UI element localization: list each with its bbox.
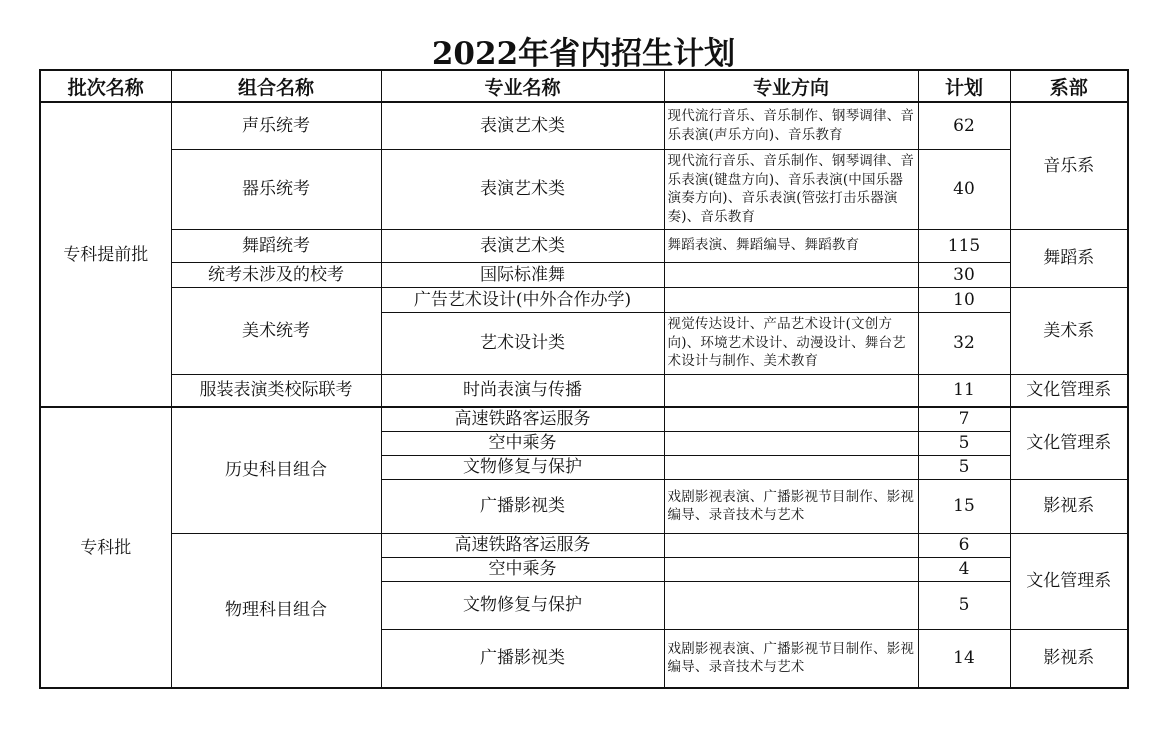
direction-cell: 舞蹈表演、舞蹈编导、舞蹈教育 bbox=[664, 229, 918, 262]
direction-cell: 戏剧影视表演、广播影视节目制作、影视编导、录音技术与艺术 bbox=[664, 629, 918, 688]
plan-cell: 10 bbox=[918, 287, 1010, 312]
direction-cell bbox=[664, 374, 918, 407]
major-cell: 国际标准舞 bbox=[381, 262, 664, 287]
table-row bbox=[40, 287, 1128, 312]
plan-cell: 7 bbox=[918, 407, 1010, 431]
batch-cell: 专科批 bbox=[40, 407, 171, 688]
major-cell: 表演艺术类 bbox=[381, 229, 664, 262]
direction-cell bbox=[664, 581, 918, 629]
direction-cell bbox=[664, 455, 918, 479]
plan-cell: 5 bbox=[918, 581, 1010, 629]
header-combo: 组合名称 bbox=[171, 70, 381, 102]
dept-cell: 影视系 bbox=[1010, 479, 1128, 533]
table-row bbox=[40, 407, 1128, 431]
plan-cell: 115 bbox=[918, 229, 1010, 262]
enrollment-plan-table bbox=[39, 69, 1129, 689]
dept-cell: 文化管理系 bbox=[1010, 407, 1128, 479]
plan-cell: 5 bbox=[918, 431, 1010, 455]
plan-cell: 30 bbox=[918, 262, 1010, 287]
direction-cell bbox=[664, 287, 918, 312]
major-cell: 广播影视类 bbox=[381, 479, 664, 533]
major-cell: 文物修复与保护 bbox=[381, 455, 664, 479]
plan-cell: 11 bbox=[918, 374, 1010, 407]
dept-cell: 影视系 bbox=[1010, 629, 1128, 688]
major-cell: 空中乘务 bbox=[381, 431, 664, 455]
major-cell: 文物修复与保护 bbox=[381, 581, 664, 629]
direction-cell: 视觉传达设计、产品艺术设计(文创方向)、环境艺术设计、动漫设计、舞台艺术设计与制作、美术教育 bbox=[664, 312, 918, 374]
header-plan: 计划 bbox=[918, 70, 1010, 102]
dept-cell: 美术系 bbox=[1010, 287, 1128, 374]
table-header-row bbox=[40, 70, 1128, 102]
direction-cell bbox=[664, 262, 918, 287]
page-title: 2022年省内招生计划 bbox=[431, 36, 736, 72]
combo-cell: 声乐统考 bbox=[171, 102, 381, 149]
direction-cell bbox=[664, 407, 918, 431]
combo-cell: 历史科目组合 bbox=[171, 407, 381, 533]
plan-cell: 62 bbox=[918, 102, 1010, 149]
table-row bbox=[40, 533, 1128, 557]
header-dept: 系部 bbox=[1010, 70, 1128, 102]
table-row bbox=[40, 374, 1128, 407]
major-cell: 时尚表演与传播 bbox=[381, 374, 664, 407]
major-cell: 广播影视类 bbox=[381, 629, 664, 688]
plan-cell: 4 bbox=[918, 557, 1010, 581]
combo-cell: 服装表演类校际联考 bbox=[171, 374, 381, 407]
combo-cell: 舞蹈统考 bbox=[171, 229, 381, 262]
combo-cell: 美术统考 bbox=[171, 287, 381, 374]
direction-cell: 现代流行音乐、音乐制作、钢琴调律、音乐表演(声乐方向)、音乐教育 bbox=[664, 102, 918, 149]
major-cell: 表演艺术类 bbox=[381, 149, 664, 229]
plan-cell: 40 bbox=[918, 149, 1010, 229]
batch-cell: 专科提前批 bbox=[40, 102, 171, 407]
major-cell: 广告艺术设计(中外合作办学) bbox=[381, 287, 664, 312]
direction-cell: 戏剧影视表演、广播影视节目制作、影视编导、录音技术与艺术 bbox=[664, 479, 918, 533]
dept-cell: 文化管理系 bbox=[1010, 533, 1128, 629]
plan-cell: 6 bbox=[918, 533, 1010, 557]
table-row bbox=[40, 102, 1128, 149]
table-row bbox=[40, 149, 1128, 229]
header-major: 专业名称 bbox=[381, 70, 664, 102]
direction-cell: 现代流行音乐、音乐制作、钢琴调律、音乐表演(键盘方向)、音乐表演(中国乐器演奏方向)、音乐表演(管弦打击乐器演奏)、音乐教育 bbox=[664, 149, 918, 229]
plan-cell: 5 bbox=[918, 455, 1010, 479]
major-cell: 空中乘务 bbox=[381, 557, 664, 581]
plan-cell: 14 bbox=[918, 629, 1010, 688]
major-cell: 高速铁路客运服务 bbox=[381, 407, 664, 431]
direction-cell bbox=[664, 431, 918, 455]
combo-cell: 统考未涉及的校考 bbox=[171, 262, 381, 287]
dept-cell: 文化管理系 bbox=[1010, 374, 1128, 407]
table-row bbox=[40, 262, 1128, 287]
major-cell: 表演艺术类 bbox=[381, 102, 664, 149]
header-batch: 批次名称 bbox=[40, 70, 171, 102]
dept-cell: 舞蹈系 bbox=[1010, 229, 1128, 287]
plan-cell: 32 bbox=[918, 312, 1010, 374]
direction-cell bbox=[664, 533, 918, 557]
header-direction: 专业方向 bbox=[664, 70, 918, 102]
combo-cell: 器乐统考 bbox=[171, 149, 381, 229]
major-cell: 艺术设计类 bbox=[381, 312, 664, 374]
plan-cell: 15 bbox=[918, 479, 1010, 533]
table-row bbox=[40, 229, 1128, 262]
dept-cell: 音乐系 bbox=[1010, 102, 1128, 229]
combo-cell: 物理科目组合 bbox=[171, 533, 381, 688]
major-cell: 高速铁路客运服务 bbox=[381, 533, 664, 557]
direction-cell bbox=[664, 557, 918, 581]
